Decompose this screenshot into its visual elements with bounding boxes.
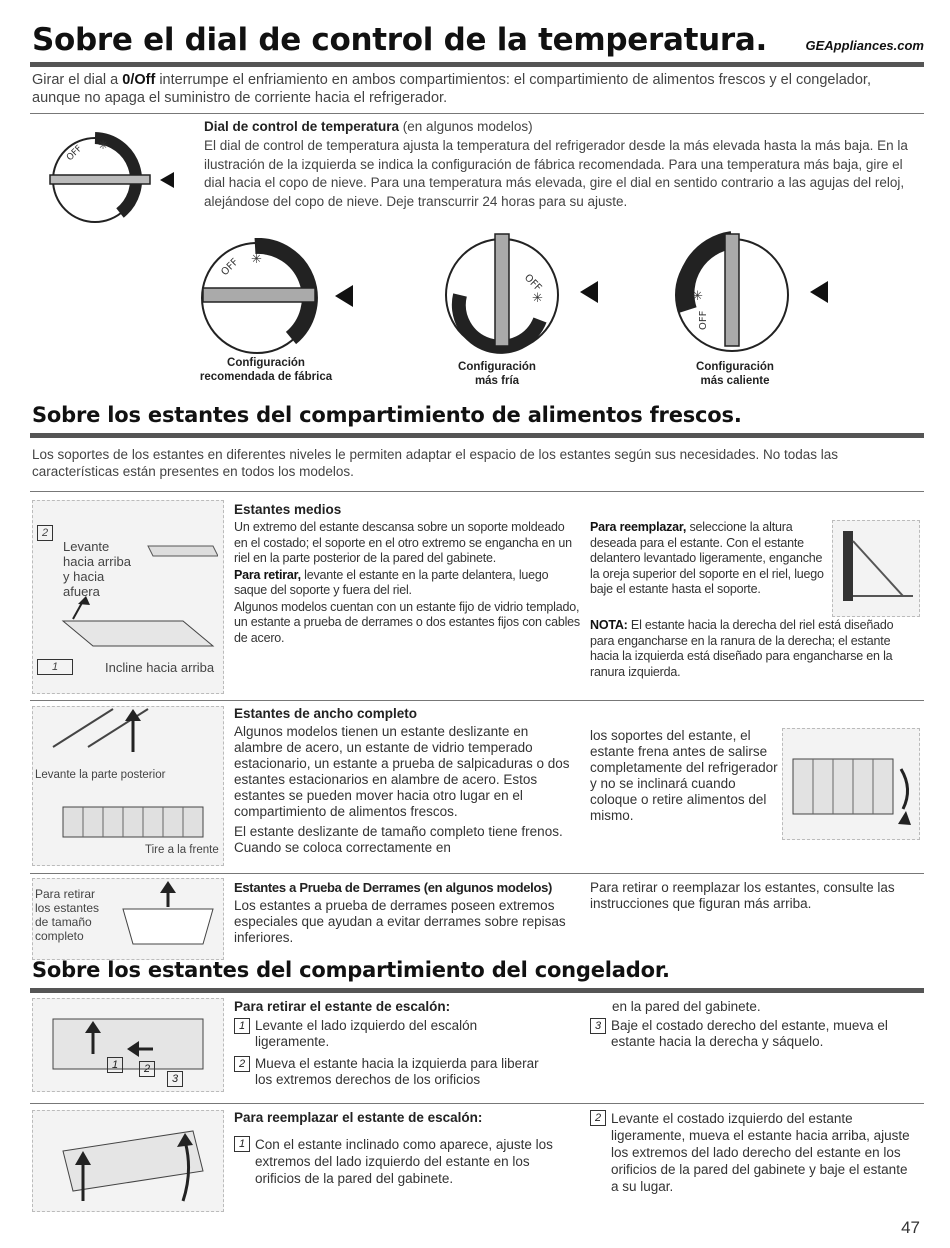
medios-heading: Estantes medios (234, 502, 342, 517)
caption-factory: Configuración recomendada de fábrica (199, 357, 333, 383)
intro-paragraph: Girar el dial a 0/Off interrumpe el enfriamiento en ambos compartimientos: el compartimiento de alimentos frescos y el congelador, aunque no apaga el suministro de corriente hacia el refrigerador. (32, 72, 871, 106)
label-levante-posterior: Levante la parte posterior (35, 769, 166, 781)
caption-coldest: Configuración más fría (458, 361, 536, 387)
medios-replace-text: Para reemplazar, seleccione la altura deseada para el estante. Con el estante delantero levantado ligeramente, enganche la oreja superior del soporte en el riel, luego baje el estante hasta el soporte. (590, 520, 824, 596)
img-step-3: 3 (167, 1071, 183, 1087)
freezer-remove-step-3: 3 Baje el costado derecho del estante, mueva el estante hacia la derecha y sáquelo. (590, 1018, 920, 1051)
page-number: 47 (901, 1218, 920, 1237)
step-1-label: Incline hacia arriba (105, 660, 215, 675)
sliding-shelf-illustration (782, 728, 920, 840)
svg-text:OFF: OFF (521, 272, 544, 294)
page-title: Sobre el dial de control de la temperatura. (32, 22, 767, 58)
freezer-replace-step-1: 1 Con el estante inclinado como aparece, ajuste los extremos del lado izquierdo del estante en los orificios de la pared del gabinete. (234, 1136, 574, 1188)
svg-text:✳: ✳ (251, 251, 262, 266)
shelf-ancho-illustration (32, 706, 224, 866)
svg-text:✳: ✳ (532, 290, 543, 305)
fresh-heading: Sobre los estantes del compartimiento de alimentos frescos. (32, 403, 742, 427)
freezer-remove-step-2: 2 Mueva el estante hacia la izquierda para liberar los extremos derechos de los orificios (234, 1056, 564, 1089)
freezer-remove-heading: Para retirar el estante de escalón: (234, 999, 451, 1014)
medios-note: NOTA: El estante hacia la derecha del riel está diseñado para engancharse en la ranura de la derecha; el estante hacia la izquierda está diseñado para engancharse en la ranura izquierda. (590, 618, 894, 679)
freezer-heading: Sobre los estantes del compartimiento del congelador. (32, 958, 670, 982)
dial-illustration-small (40, 125, 190, 235)
dial-coldest-illustration (440, 230, 620, 355)
dial-description: El dial de control de temperatura ajusta la temperatura del refrigerador desde la más elevada hasta la más baja. En la ilustración de la izquierda se indica la configuración de fábrica recomendada. Para una temperatura más baja, gire el dial hacia el copo de nieve. Para una temperatura más elevada, gire el dial en sentido contrario a las agujas del reloj, alejándose del copo de nieve. Deje transcurrir 24 horas para su ajuste. (204, 138, 908, 209)
step-2-label: Levante hacia arriba y hacia afuera (63, 539, 131, 599)
svg-text:✳: ✳ (98, 138, 109, 152)
img-step-1: 1 (107, 1057, 123, 1073)
freezer-replace-illustration (32, 1110, 224, 1212)
ancho-right-text: los soportes del estante, el estante frena antes de salirse completamente del refrigerador y no se inclinará cuando coloque o retire alimentos del mismo. (590, 728, 778, 823)
medios-text: Un extremo del estante descansa sobre un soporte moldeado en el costado; el soporte en el otro extremo se engancha en un riel en la parte posterior de la pared del gabinete. Para retirar, levante el estante en la parte delantera, luego saque del soporte y fuera del riel. Algunos modelos cuentan con un estante fijo de vidrio templado, un estante a prueba de derrames o dos estantes fijos con cables de acero. (234, 520, 580, 645)
shelf-medios-illustration (32, 500, 224, 694)
arrow-left-icon (580, 281, 598, 303)
derrames-heading: Estantes a Prueba de Derrames (en algunos modelos) (234, 880, 553, 895)
spill-shelf-illustration (32, 878, 224, 960)
svg-text:OFF: OFF (698, 310, 709, 330)
bracket-illustration (832, 520, 920, 617)
header-rule (30, 62, 924, 67)
fresh-intro: Los soportes de los estantes en diferentes niveles le permiten adaptar el espacio de los estantes según sus necesidades. No todas las características están presentes en todos los modelos. (32, 447, 838, 479)
site-url: GEAppliances.com (805, 38, 924, 53)
label-tire-frente: Tire a la frente (145, 844, 219, 856)
svg-text:OFF: OFF (65, 143, 85, 164)
freezer-replace-step-2: 2 Levante el costado izquierdo del estante ligeramente, mueva el estante hacia arriba, ajuste los extremos del lado derecho del estante en los orificios de la pared del gabinete y baje el estante a su lugar. (590, 1110, 920, 1196)
dial-warmest-illustration (670, 230, 850, 355)
freezer-remove-continued: en la pared del gabinete. (612, 999, 761, 1014)
img-step-2: 2 (139, 1061, 155, 1077)
derrames-text: Los estantes a prueba de derrames poseen extremos especiales que ayudan a evitar derrames sobre repisas inferiores. (234, 898, 566, 945)
step-2-box: 2 (37, 525, 53, 541)
dial-heading: Dial de control de temperatura (en algunos modelos) (204, 119, 533, 134)
ancho-text: Algunos modelos tienen un estante deslizante en alambre de acero, un estante de vidrio temperado estacionario, un estante a prueba de salpicaduras o dos estantes estacionarios en alambre de acero. Estos estantes se pueden mover hacia otro lugar en el compartimiento de alimentos frescos. El estante deslizante de tamaño completo tiene frenos. Cuando se coloca correctamente en (234, 724, 570, 855)
dial-factory-illustration (195, 238, 375, 356)
freezer-replace-heading: Para reemplazar el estante de escalón: (234, 1110, 483, 1125)
ancho-heading: Estantes de ancho completo (234, 706, 418, 721)
arrow-left-icon (810, 281, 828, 303)
arrow-left-icon (160, 172, 174, 188)
derrames-right-text: Para retirar o reemplazar los estantes, consulte las instrucciones que figuran más arriba. (590, 880, 895, 911)
freezer-remove-step-1: 1 Levante el lado izquierdo del escalón ligeramente. (234, 1018, 564, 1051)
freezer-remove-illustration (32, 998, 224, 1092)
caption-warmest: Configuración más caliente (696, 361, 774, 387)
arrow-left-icon (335, 285, 353, 307)
svg-text:✳: ✳ (692, 288, 703, 303)
svg-text:OFF: OFF (219, 256, 241, 279)
label-para-retirar: Para retirar los estantes de tamaño completo (35, 887, 100, 943)
step-1-box: 1 (37, 659, 73, 675)
